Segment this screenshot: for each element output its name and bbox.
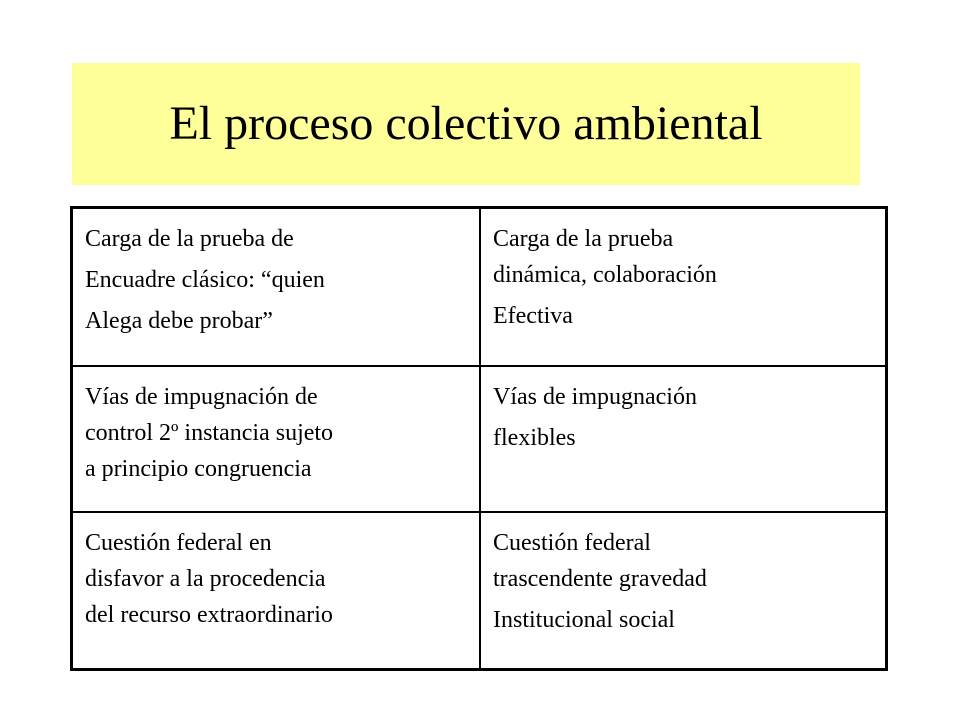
cell-line: Cuestión federal [493, 530, 651, 556]
cell-line: Vías de impugnación de [85, 384, 318, 410]
cell-line: Efectiva [493, 303, 573, 329]
cell-line: a principio congruencia [85, 456, 312, 482]
table-cell-row3-left [73, 513, 481, 668]
comparison-table [70, 206, 888, 671]
table-cell-row1-right [481, 209, 885, 367]
cell-line: Alega debe probar” [85, 308, 273, 334]
cell-line: Carga de la prueba de [85, 226, 294, 252]
table-cell-row1-left [73, 209, 481, 367]
title-banner [72, 63, 860, 185]
table-cell-row2-left [73, 367, 481, 513]
cell-line: Cuestión federal en [85, 530, 272, 556]
table-cell-row3-right [481, 513, 885, 668]
cell-line: trascendente gravedad [493, 566, 707, 592]
cell-line: Vías de impugnación [493, 384, 697, 410]
cell-line: control 2º instancia sujeto [85, 420, 334, 446]
cell-line: flexibles [493, 425, 576, 451]
cell-line: del recurso extraordinario [85, 602, 333, 628]
cell-line: disfavor a la procedencia [85, 566, 326, 592]
cell-line: Carga de la prueba [493, 226, 674, 252]
table-cell-row2-right [481, 367, 885, 513]
cell-line: dinámica, colaboración [493, 262, 717, 288]
cell-line: Encuadre clásico: “quien [85, 267, 325, 293]
slide-title: El proceso colectivo ambiental [169, 97, 763, 150]
cell-line: Institucional social [493, 607, 675, 633]
